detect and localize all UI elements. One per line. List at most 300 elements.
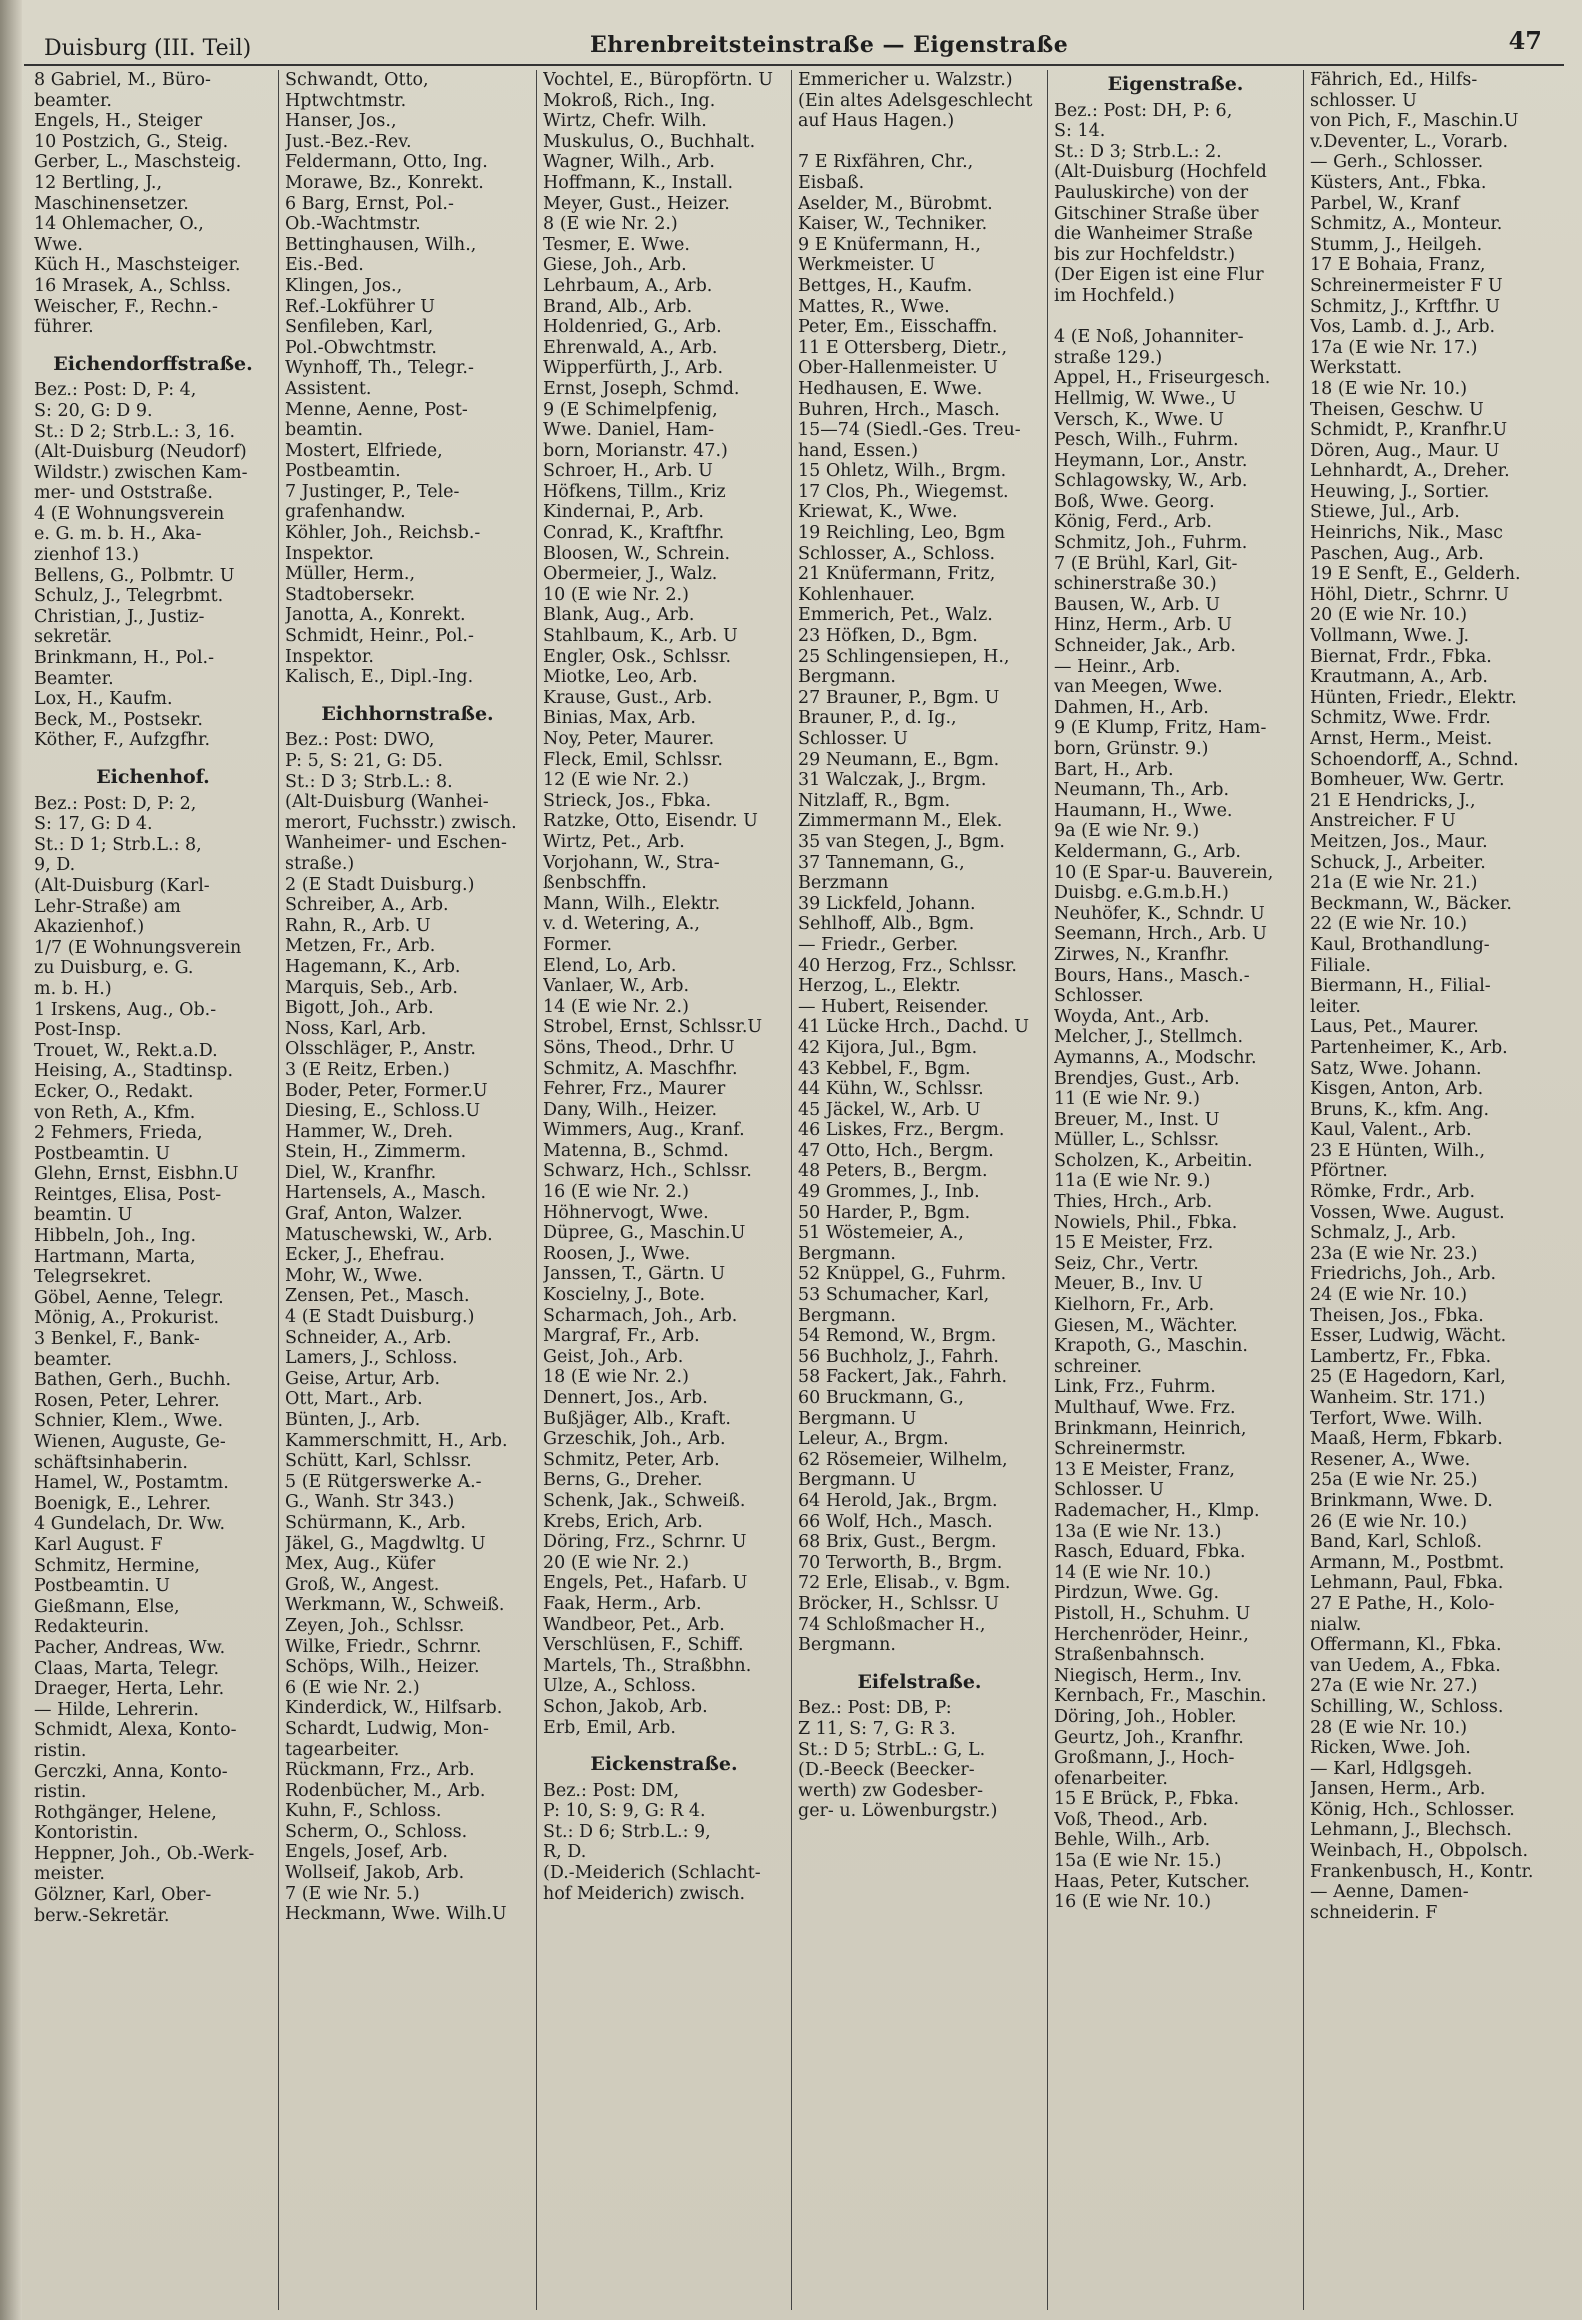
directory-entry: 2 (E Stadt Duisburg.) <box>285 874 475 895</box>
directory-entry: Boß, Wwe. Georg. <box>1054 491 1215 512</box>
directory-entry: Boenigk, E., Lehrer. <box>34 1493 211 1514</box>
directory-entry: Beckmann, W., Bäcker. <box>1310 893 1512 914</box>
directory-entry: Buhren, Hrch., Masch. <box>798 399 1000 420</box>
directory-entry: merort, Fuchsstr.) zwisch. <box>285 812 517 833</box>
directory-entry: Stumm, J., Heilgeh. <box>1310 234 1483 255</box>
directory-entry: van Meegen, Wwe. <box>1054 677 1223 698</box>
directory-entry: Emmericher u. Walzstr.) <box>798 70 1013 90</box>
directory-entry: ofenarbeiter. <box>1054 1768 1168 1789</box>
directory-entry: Paschen, Aug., Arb. <box>1310 543 1484 564</box>
directory-entry: von Reth, A., Kfm. <box>34 1102 196 1123</box>
directory-entry: P: 5, S: 21, G: D5. <box>285 751 443 771</box>
directory-entry: Schon, Jakob, Arb. <box>543 1696 708 1717</box>
directory-entry: Hellmig, W. Wwe., U <box>1054 388 1237 409</box>
directory-entry: Döring, Frz., Schrnr. U <box>543 1532 747 1553</box>
directory-entry: auf Haus Hagen.) <box>798 111 955 132</box>
directory-entry: Müller, Herm., <box>285 564 416 585</box>
directory-entry: 14 (E wie Nr. 10.) <box>1054 1562 1212 1583</box>
directory-entry: Beck, M., Postsekr. <box>34 709 203 730</box>
directory-entry: Hartensels, A., Masch. <box>285 1183 487 1204</box>
directory-entry: Arnst, Herm., Meist. <box>1310 729 1493 749</box>
directory-entry: Geist, Joh., Arb. <box>543 1346 684 1367</box>
directory-entry: Lox, H., Kaufm. <box>34 689 173 710</box>
directory-entry: Schlagowsky, W., Arb. <box>1054 471 1248 492</box>
directory-entry: Jäkel, G., Magdwltg. U <box>285 1533 486 1554</box>
directory-entry: Kisgen, Anton, Arb. <box>1310 1079 1484 1100</box>
directory-entry: Scherm, O., Schloss. <box>285 1821 468 1842</box>
directory-entry: Postbeamtin. U <box>34 1143 170 1164</box>
directory-entry: Engels, H., Steiger <box>34 111 203 132</box>
directory-entry: Lamers, J., Schloss. <box>285 1348 458 1369</box>
directory-entry: Bours, Hans., Masch.- <box>1054 965 1250 986</box>
directory-entry: von Pich, F., Maschin.U <box>1310 111 1519 132</box>
directory-entry: Bloosen, W., Schrein. <box>543 543 731 564</box>
directory-entry: Offermann, Kl., Fbka. <box>1310 1635 1502 1656</box>
directory-entry: e. G. m. b. H., Aka- <box>34 524 202 545</box>
directory-entry: v. d. Wetering, A., <box>543 914 700 935</box>
directory-entry: 11 (E wie Nr. 9.) <box>1054 1089 1200 1110</box>
directory-entry: 15—74 (Siedl.-Ges. Treu- <box>798 420 1021 441</box>
directory-entry: Küsters, Ant., Fbka. <box>1310 172 1487 193</box>
directory-entry: Gitschiner Straße über <box>1054 203 1259 224</box>
directory-entry: 29 Neumann, E., Bgm. <box>798 749 1000 770</box>
directory-entry: hand, Essen.) <box>798 440 919 461</box>
directory-entry: Reintges, Elisa, Post- <box>34 1184 222 1205</box>
directory-entry: Matenna, B., Schmd. <box>543 1140 729 1161</box>
directory-entry: ger- u. Löwenburgstr.) <box>798 1801 998 1822</box>
directory-entry: straße 129.) <box>1054 347 1163 368</box>
directory-entry: Conrad, K., Kraftfhr. <box>543 523 725 544</box>
directory-entry: Bez.: Post: DH, P: 6, <box>1054 100 1233 121</box>
directory-entry: 11 E Ottersberg, Dietr., <box>798 337 1008 358</box>
directory-entry: Ratzke, Otto, Eisendr. U <box>543 811 758 832</box>
directory-entry: Heymann, Lor., Anstr. <box>1054 450 1248 471</box>
directory-entry: Mostert, Elfriede, <box>285 440 443 461</box>
directory-entry: Wildstr.) zwischen Kam- <box>34 462 248 483</box>
column-3 <box>536 70 791 2310</box>
directory-entry: 62 Rösemeier, Wilhelm, <box>798 1449 1008 1470</box>
directory-entry: Vanlaer, W., Arb. <box>543 976 690 997</box>
directory-entry: 39 Lickfeld, Johann. <box>798 893 976 914</box>
directory-entry: Klingen, Jos., <box>285 275 403 296</box>
directory-entry: Duisbg. e.G.m.b.H.) <box>1054 883 1229 904</box>
directory-entry: Wwe. Daniel, Ham- <box>543 420 715 441</box>
directory-entry: 8 (E wie Nr. 2.) <box>543 214 678 235</box>
directory-entry: Pauluskirche) von der <box>1054 182 1249 203</box>
directory-entry: Wilke, Friedr., Schrnr. <box>285 1636 482 1657</box>
directory-entry: 15 Ohletz, Wilh., Brgm. <box>798 461 1007 482</box>
directory-entry: Schneider, Jak., Arb. <box>1054 636 1236 657</box>
directory-entry: 31 Walczak, J., Brgm. <box>798 770 987 791</box>
directory-entry: Schmitz, A. Maschfhr. <box>543 1058 738 1079</box>
directory-entry: 70 Terworth, B., Brgm. <box>798 1552 1003 1573</box>
directory-entry: St.: D 5; StrbL.: G, L. <box>798 1739 986 1760</box>
directory-entry: Hamel, W., Postamtm. <box>34 1473 229 1494</box>
directory-entry: Wimmers, Aug., Kranf. <box>543 1120 745 1141</box>
directory-entry: St.: D 2; Strb.L.: 3, 16. <box>34 421 236 442</box>
directory-entry: 21a (E wie Nr. 21.) <box>1310 873 1478 894</box>
directory-entry: 27a (E wie Nr. 27.) <box>1310 1676 1478 1697</box>
directory-entry: Diel, W., Kranfhr. <box>285 1162 437 1183</box>
directory-entry: Ecker, O., Redakt. <box>34 1081 194 1102</box>
directory-entry: St.: D 1; Strb.L.: 8, <box>34 834 202 855</box>
directory-entry: Pirdzun, Wwe. Gg. <box>1054 1583 1220 1604</box>
directory-entry: Maaß, Herm, Fbkarb. <box>1310 1429 1503 1450</box>
directory-entry: Herzog, L., Elektr. <box>798 976 961 997</box>
directory-entry: schäftsinhaberin. <box>34 1452 188 1473</box>
directory-entry: Blank, Aug., Arb. <box>543 605 695 626</box>
directory-entry: Binias, Max, Arb. <box>543 708 696 729</box>
directory-entry: Janotta, A., Konrekt. <box>285 605 466 626</box>
directory-entry: Hünten, Friedr., Elektr. <box>1310 687 1517 708</box>
directory-entry: Schilling, W., Schloss. <box>1310 1696 1504 1717</box>
directory-entry: Rademacher, H., Klmp. <box>1054 1500 1260 1521</box>
column-5 <box>1047 70 1303 2310</box>
directory-entry: v.Deventer, L., Vorarb. <box>1310 131 1509 152</box>
directory-entry: Bellens, G., Polbmtr. U <box>34 565 235 586</box>
directory-entry: 4 (E Stadt Duisburg.) <box>285 1307 475 1328</box>
directory-entry: Koscielny, J., Bote. <box>543 1285 706 1306</box>
directory-entry: Appel, H., Friseurgesch. <box>1054 368 1271 389</box>
directory-entry: Kinderdick, W., Hilfsarb. <box>285 1698 503 1719</box>
directory-entry: Schwandt, Otto, <box>285 70 429 90</box>
directory-entry: Schürmann, K., Arb. <box>285 1512 466 1533</box>
directory-entry: Zensen, Pet., Masch. <box>285 1286 470 1307</box>
directory-entry: — Heinr., Arb. <box>1054 656 1181 677</box>
directory-entry: Partenheimer, K., Arb. <box>1310 1037 1508 1058</box>
directory-entry: Esser, Ludwig, Wächt. <box>1310 1326 1507 1347</box>
directory-entry: Höfkens, Tillm., Kriz <box>543 481 726 502</box>
directory-entry: Giesen, M., Wächter. <box>1054 1315 1238 1336</box>
directory-entry: 41 Lücke Hrch., Dachd. U <box>798 1017 1030 1038</box>
directory-entry: 37 Tannemann, G., <box>798 852 965 873</box>
directory-entry: Schmitz, Wwe. Frdr. <box>1310 708 1491 729</box>
directory-entry: berw.-Sekretär. <box>34 1905 170 1926</box>
directory-entry: 72 Erle, Elisab., v. Bgm. <box>798 1573 1011 1594</box>
directory-entry: Gießmann, Else, <box>34 1596 180 1617</box>
directory-entry: schreiner. <box>1054 1356 1143 1377</box>
columns <box>28 70 1564 2310</box>
directory-entry: Zeyen, Joh., Schlssr. <box>285 1615 465 1636</box>
directory-entry: Krebs, Erich, Arb. <box>543 1511 703 1532</box>
directory-entry: Haas, Peter, Kutscher. <box>1054 1871 1250 1892</box>
directory-entry: St.: D 6; Strb.L.: 9, <box>543 1821 711 1842</box>
directory-entry: 60 Bruckmann, G., <box>798 1388 964 1408</box>
directory-entry: 6 Barg, Ernst, Pol.- <box>285 193 454 214</box>
column-2 <box>278 70 536 2310</box>
directory-entry: Theisen, Geschw. U <box>1310 399 1484 420</box>
directory-entry: 11a (E wie Nr. 9.) <box>1054 1171 1211 1192</box>
street-heading: Eichendorffstraße. <box>53 352 253 375</box>
directory-entry: Link, Frz., Fuhrm. <box>1054 1377 1216 1398</box>
directory-entry: St.: D 3; Strb.L.: 2. <box>1054 141 1222 162</box>
directory-entry: Kernbach, Fr., Maschin. <box>1054 1686 1267 1707</box>
directory-entry: Metzen, Fr., Arb. <box>285 936 436 957</box>
directory-entry: Miotke, Leo, Arb. <box>543 667 698 688</box>
directory-entry: Bergmann. <box>798 1243 896 1264</box>
directory-entry: Tesmer, E. Wwe. <box>543 234 690 255</box>
directory-entry: Schreiber, A., Arb. <box>285 895 449 916</box>
directory-entry: — Hubert, Reisender. <box>798 996 989 1017</box>
directory-entry: Krapoth, G., Maschin. <box>1054 1336 1248 1357</box>
directory-entry: Kielhorn, Fr., Arb. <box>1054 1295 1215 1316</box>
directory-entry: Christian, J., Justiz- <box>34 606 205 627</box>
directory-entry: Söns, Theod., Drhr. U <box>543 1037 735 1058</box>
directory-entry: Thies, Hrch., Arb. <box>1054 1192 1213 1213</box>
directory-entry: Kaul, Brothandlung- <box>1310 934 1490 955</box>
directory-entry: S: 14. <box>1054 121 1106 142</box>
directory-entry: Höhnervogt, Wwe. <box>543 1202 709 1223</box>
directory-entry: 3 (E Reitz, Erben.) <box>285 1059 450 1080</box>
directory-entry: Jansen, Herm., Arb. <box>1310 1779 1486 1800</box>
directory-entry: Matuschewski, W., Arb. <box>285 1224 493 1245</box>
directory-entry: Rückmann, Frz., Arb. <box>285 1760 475 1781</box>
directory-entry: sekretär. <box>34 627 113 648</box>
directory-entry: Vollmann, Wwe. J. <box>1310 626 1470 647</box>
directory-entry: im Hochfeld.) <box>1054 285 1175 306</box>
directory-entry: Bröcker, H., Schlssr. U <box>798 1593 999 1614</box>
directory-entry: Hammer, W., Dreh. <box>285 1121 454 1142</box>
directory-entry: Eisbaß. <box>798 172 865 193</box>
directory-entry: 56 Buchholz, J., Fahrh. <box>798 1346 999 1367</box>
directory-entry: Mohr, W., Wwe. <box>285 1265 423 1286</box>
page-number: 47 <box>1508 26 1542 55</box>
directory-entry: Lehr-Straße) am <box>34 896 181 917</box>
directory-entry: 18 (E wie Nr. 2.) <box>543 1367 689 1388</box>
directory-entry: Wanheimer- und Eschen- <box>285 833 507 854</box>
directory-entry: Düpree, G., Maschin.U <box>543 1223 746 1244</box>
directory-entry: Grzeschik, Joh., Arb. <box>543 1429 726 1450</box>
directory-entry: Heising, A., Stadtinsp. <box>34 1061 234 1082</box>
directory-entry: 10 Postzich, G., Steig. <box>34 131 229 152</box>
directory-entry: 7 (E Brühl, Karl, Git- <box>1054 553 1238 574</box>
directory-entry: 26 (E wie Nr. 10.) <box>1310 1511 1468 1532</box>
directory-entry: Höhl, Dietr., Schrnr. U <box>1310 584 1509 605</box>
directory-entry: Schmalz, J., Arb. <box>1310 1223 1457 1244</box>
directory-entry: 47 Otto, Hch., Bergm. <box>798 1140 994 1161</box>
directory-entry <box>798 132 1041 153</box>
column-1 <box>28 70 278 2310</box>
directory-entry: 6 (E wie Nr. 2.) <box>285 1677 420 1698</box>
directory-entry: 15a (E wie Nr. 15.) <box>1054 1851 1222 1872</box>
directory-entry: Kriewat, K., Wwe. <box>798 502 958 523</box>
directory-entry: 28 (E wie Nr. 10.) <box>1310 1717 1468 1738</box>
directory-entry: 15 E Brück, P., Fbka. <box>1054 1789 1240 1810</box>
directory-entry: 35 van Stegen, J., Bgm. <box>798 831 1005 852</box>
directory-entry: leiter. <box>1310 996 1361 1017</box>
directory-entry: Hibbeln, Joh., Ing. <box>34 1226 197 1247</box>
directory-entry: Ulze, A., Schloss. <box>543 1676 697 1697</box>
directory-entry: Bomheuer, Ww. Gertr. <box>1310 770 1505 791</box>
directory-entry: Armann, M., Postbmt. <box>1310 1552 1505 1573</box>
directory-entry: Brendjes, Gust., Arb. <box>1054 1068 1240 1089</box>
directory-entry: beamter. <box>34 1349 112 1370</box>
directory-entry: Karl August. F <box>34 1534 163 1555</box>
directory-entry: Lehrbaum, A., Arb. <box>543 275 713 296</box>
directory-entry: Wienen, Auguste, Ge- <box>34 1432 226 1452</box>
directory-entry: 4 (E Noß, Johanniter- <box>1054 327 1244 348</box>
directory-entry: 52 Knüppel, G., Fuhrm. <box>798 1264 1007 1285</box>
directory-entry: Gölzner, Karl, Ober- <box>34 1885 212 1906</box>
directory-entry: Bergmann. <box>798 1635 896 1656</box>
directory-entry: Dennert, Jos., Arb. <box>543 1388 708 1408</box>
directory-entry: Aymanns, A., Modschr. <box>1054 1047 1257 1068</box>
directory-entry: Ecker, J., Ehefrau. <box>285 1245 445 1266</box>
directory-entry: Sehlhoff, Alb., Bgm. <box>798 914 975 935</box>
directory-entry: 22 (E wie Nr. 10.) <box>1310 914 1468 935</box>
directory-entry: Multhauf, Wwe. Frz. <box>1054 1398 1236 1418</box>
directory-entry: 7 Justinger, P., Tele- <box>285 481 460 502</box>
binding-gutter <box>0 0 22 2320</box>
directory-entry: Vos, Lamb. d. J., Arb. <box>1310 317 1496 338</box>
directory-entry: m. b. H.) <box>34 978 112 999</box>
directory-entry: Inspektor. <box>285 543 374 564</box>
directory-entry: — Hilde, Lehrerin. <box>34 1699 199 1720</box>
directory-entry: 10 (E Spar-u. Bauverein, <box>1054 862 1274 883</box>
directory-entry: Hedhausen, E. Wwe. <box>798 378 983 399</box>
directory-entry: 45 Jäckel, W., Arb. U <box>798 1099 981 1120</box>
directory-entry: Faak, Herm., Arb. <box>543 1593 702 1614</box>
directory-entry: Bruns, K., kfm. Ang. <box>1310 1099 1490 1120</box>
directory-entry: Dören, Aug., Maur. U <box>1310 440 1500 461</box>
directory-entry: 43 Kebbel, F., Bgm. <box>798 1058 971 1079</box>
street-heading: Eickenstraße. <box>590 1753 738 1776</box>
directory-entry: Bez.: Post: DWO, <box>285 730 435 751</box>
directory-entry: Kuhn, F., Schloss. <box>285 1801 442 1822</box>
directory-entry: meister. <box>34 1864 105 1885</box>
directory-entry: Döring, Joh., Hobler. <box>1054 1706 1237 1727</box>
directory-entry: nialw. <box>1310 1614 1362 1635</box>
directory-entry: Bigott, Joh., Arb. <box>285 998 434 1019</box>
directory-entry: Großmann, J., Hoch- <box>1054 1748 1235 1769</box>
directory-entry <box>1054 307 1297 328</box>
street-heading: Eigenstraße. <box>1107 73 1244 95</box>
directory-entry: Heuwing, J., Sortier. <box>1310 481 1490 502</box>
directory-entry: Noss, Karl, Arb. <box>285 1018 427 1039</box>
directory-entry: Bez.: Post: D, P: 2, <box>34 793 197 814</box>
directory-entry: Neuhöfer, K., Schndr. U <box>1054 903 1265 924</box>
directory-entry: Mex, Aug., Küfer <box>285 1554 436 1575</box>
directory-entry: ristin. <box>34 1740 87 1761</box>
directory-entry: Post-Insp. <box>34 1020 122 1041</box>
directory-entry: Wwe. <box>34 234 83 255</box>
directory-entry: Pacher, Andreas, Ww. <box>34 1637 226 1658</box>
directory-entry: Bergmann. <box>798 1305 896 1326</box>
directory-entry: 13 E Meister, Franz, <box>1054 1459 1235 1480</box>
directory-entry: 4 Gundelach, Dr. Ww. <box>34 1514 226 1535</box>
directory-entry: Meuer, B., Inv. U <box>1054 1274 1203 1295</box>
directory-entry: 7 (E wie Nr. 5.) <box>285 1883 420 1904</box>
directory-entry: Fleck, Emil, Schlssr. <box>543 749 723 770</box>
directory-entry: Engels, Pet., Hafarb. U <box>543 1573 748 1594</box>
directory-entry: — Gerh., Schlosser. <box>1310 152 1484 173</box>
directory-entry: 18 (E wie Nr. 10.) <box>1310 378 1468 399</box>
directory-entry: Z 11, S: 7, G: R 3. <box>798 1718 956 1739</box>
directory-entry: Melcher, J., Stellmch. <box>1054 1027 1244 1048</box>
directory-entry: Schmitz, J., Krftfhr. U <box>1310 296 1500 317</box>
directory-entry: Lehmann, J., Blechsch. <box>1310 1820 1512 1841</box>
directory-entry: 64 Herold, Jak., Brgm. <box>798 1490 998 1511</box>
directory-entry: Parbel, W., Kranf <box>1310 193 1460 214</box>
header-left: Duisburg (III. Teil) <box>44 36 252 61</box>
directory-entry: 12 Bertling, J., <box>34 172 163 193</box>
directory-entry: 27 Brauner, P., Bgm. U <box>798 687 1000 708</box>
directory-entry: Heppner, Joh., Ob.-Werk- <box>34 1843 255 1864</box>
directory-entry: Meyer, Gust., Heizer. <box>543 193 730 214</box>
directory-entry: Brinkmann, Heinrich, <box>1054 1418 1247 1439</box>
directory-entry: Bart, H., Arb. <box>1054 759 1174 780</box>
directory-entry: Schwarz, Hch., Schlssr. <box>543 1161 752 1182</box>
directory-entry: Claas, Marta, Telegr. <box>34 1658 220 1679</box>
directory-entry: (Alt-Duisburg (Wanhei- <box>285 792 489 813</box>
directory-entry: Nowiels, Phil., Fbka. <box>1054 1212 1238 1233</box>
directory-entry: Bettinghausen, Wilh., <box>285 234 477 255</box>
page-header <box>30 26 1560 62</box>
directory-entry: Wynhoff, Th., Telegr.- <box>285 358 474 379</box>
directory-entry: Schlosser. <box>1054 986 1144 1007</box>
directory-entry: beamter. <box>34 90 112 111</box>
directory-entry: Voß, Theod., Arb. <box>1054 1809 1208 1830</box>
directory-entry: beamtin. <box>285 420 364 441</box>
directory-entry: Pistoll, H., Schuhm. U <box>1054 1603 1251 1624</box>
directory-entry: Keldermann, G., Arb. <box>1054 841 1241 862</box>
directory-entry: (D.-Beeck (Beecker- <box>798 1760 975 1781</box>
directory-entry: Maschinensetzer. <box>34 193 189 214</box>
directory-entry: S: 17, G: D 4. <box>34 814 153 835</box>
directory-entry: Heckmann, Wwe. Wilh.U <box>285 1904 507 1925</box>
directory-entry: Strieck, Jos., Fbka. <box>543 790 712 811</box>
directory-entry: 51 Wöstemeier, A., <box>798 1223 964 1244</box>
directory-entry: Bausen, W., Arb. U <box>1054 594 1220 615</box>
directory-entry: schlosser. U <box>1310 90 1417 111</box>
directory-entry: zu Duisburg, e. G. <box>34 958 194 979</box>
directory-entry: Holdenried, G., Arb. <box>543 317 722 338</box>
directory-entry: Friedrichs, Joh., Arb. <box>1310 1264 1497 1285</box>
directory-entry: Kontoristin. <box>34 1823 139 1844</box>
directory-entry: Vochtel, E., Büropförtn. U <box>543 70 774 90</box>
street-heading: Eichhornstraße. <box>321 702 494 725</box>
street-heading: Eifelstraße. <box>857 1670 982 1693</box>
directory-entry: Stein, H., Zimmerm. <box>285 1142 467 1163</box>
directory-entry: Vorjohann, W., Stra- <box>543 852 720 873</box>
directory-entry: Mann, Wilh., Elektr. <box>543 893 721 914</box>
directory-entry: Inspektor. <box>285 646 374 667</box>
directory-entry: Wollseif, Jakob, Arb. <box>285 1863 465 1884</box>
directory-entry: 21 E Hendricks, J., <box>1310 790 1476 811</box>
directory-entry: Diesing, E., Schloss.U <box>285 1101 481 1122</box>
directory-entry: Schreinermstr. <box>1054 1439 1186 1460</box>
directory-entry: 23 E Hünten, Wilh., <box>1310 1140 1486 1161</box>
directory-entry: Versch, K., Wwe. U <box>1054 409 1224 430</box>
directory-entry: 9 (E Klump, Fritz, Ham- <box>1054 718 1267 739</box>
directory-entry: Ober-Hallenmeister. U <box>798 358 998 379</box>
directory-entry: 10 (E wie Nr. 2.) <box>543 584 689 605</box>
directory-entry: Senfileben, Karl, <box>285 317 434 338</box>
directory-entry: Giese, Joh., Arb. <box>543 255 687 276</box>
directory-entry: bis zur Hochfeldstr.) <box>1054 244 1236 265</box>
directory-entry: Köhler, Joh., Reichsb.- <box>285 523 481 544</box>
directory-entry: hof Meiderich) zwisch. <box>543 1883 746 1904</box>
directory-entry: Ref.-Lokführer U <box>285 296 436 317</box>
directory-entry: Graf, Anton, Walzer. <box>285 1204 463 1225</box>
directory-entry: 23 Höfken, D., Bgm. <box>798 626 978 647</box>
directory-entry: Gerczki, Anna, Konto- <box>34 1761 228 1782</box>
directory-entry: Werkmann, W., Schweiß. <box>285 1595 505 1616</box>
directory-entry: R, D. <box>543 1842 587 1863</box>
directory-entry: Krautmann, A., Arb. <box>1310 667 1488 688</box>
directory-entry: 8 Gabriel, M., Büro- <box>34 70 211 90</box>
header-center: Ehrenbreitsteinstraße — Eigenstraße <box>590 32 1069 58</box>
